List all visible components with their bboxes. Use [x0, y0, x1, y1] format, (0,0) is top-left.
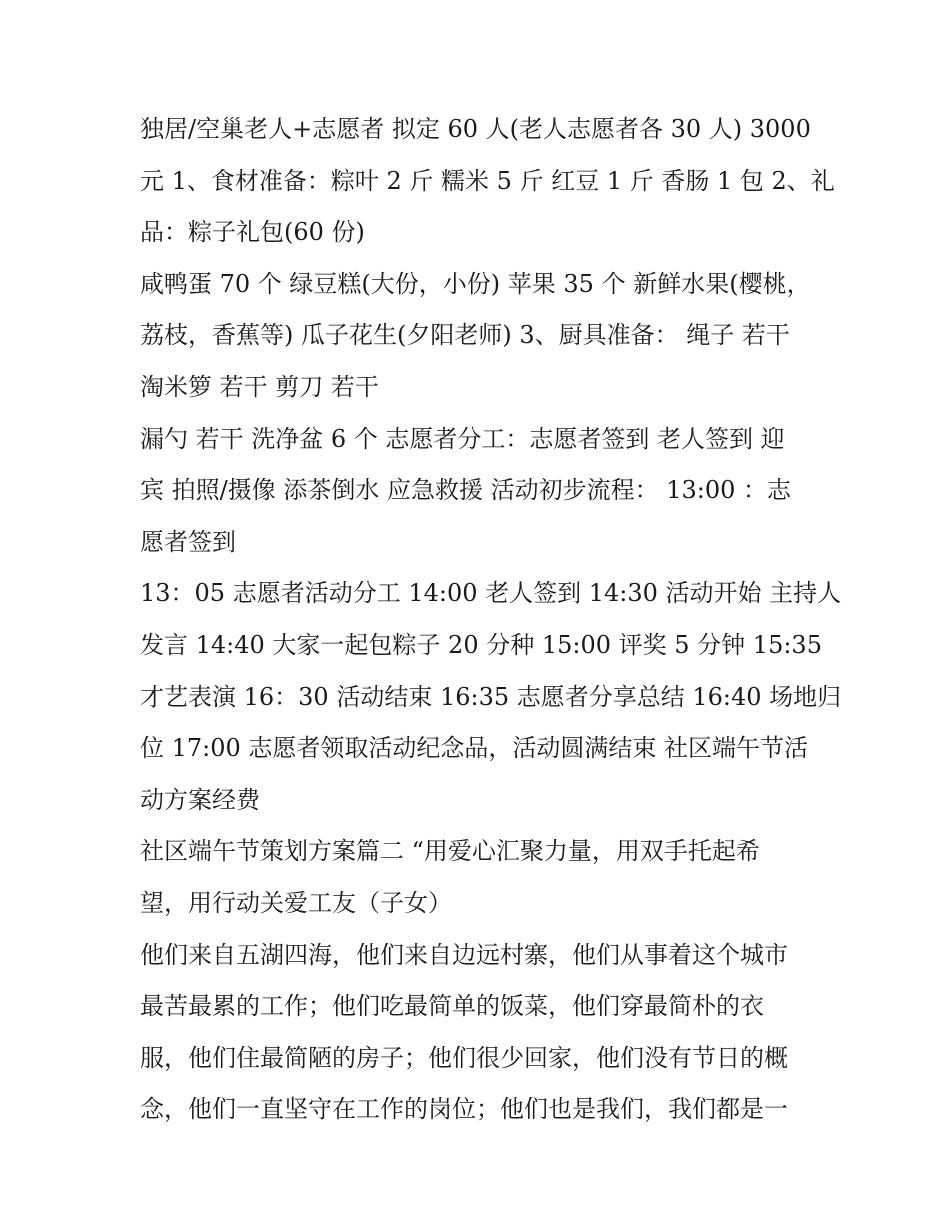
text-line: 动方案经费: [140, 785, 260, 814]
text-line: 宾 拍照/摄像 添茶倒水 应急救援 活动初步流程： 13:00 ：志: [140, 476, 792, 505]
text-line: 愿者签到: [140, 527, 236, 556]
text-line: 他们来自五湖四海，他们来自边远村寨，他们从事着这个城市: [140, 940, 788, 969]
text-line: 位 17:00 志愿者领取活动纪念品，活动圆满结束 社区端午节活: [140, 734, 809, 763]
text-line: 独居/空巢老人+志愿者 拟定 60 人(老人志愿者各 30 人) 3000: [140, 115, 811, 143]
text-line: 发言 14:40 大家一起包粽子 20 分种 15:00 评奖 5 分钟 15:35: [140, 630, 822, 659]
text-line: 才艺表演 16：30 活动结束 16:35 志愿者分享总结 16:40 场地归: [140, 682, 842, 711]
text-line: 服，他们住最简陋的房子；他们很少回家，他们没有节日的概: [140, 1043, 788, 1072]
text-line: 漏勺 若干 洗净盆 6 个 志愿者分工：志愿者签到 老人签到 迎: [140, 424, 785, 453]
text-line: 咸鸭蛋 70 个 绿豆糕(大份，小份) 苹果 35 个 新鲜水果(樱桃，: [140, 269, 811, 298]
text-line: 淘米箩 若干 剪刀 若干: [140, 372, 379, 401]
text-line: 品：粽子礼包(60 份): [140, 218, 365, 247]
text-line: 元 1、食材准备：粽叶 2 斤 糯米 5 斤 红豆 1 斤 香肠 1 包 2、礼: [140, 166, 835, 195]
text-line: 望，用行动关爱工友（子女）: [140, 888, 452, 917]
text-line: 13：05 志愿者活动分工 14:00 老人签到 14:30 活动开始 主持人: [140, 579, 842, 608]
document-body: [140, 104, 842, 1136]
text-line: 社区端午节策划方案篇二 “用爱心汇聚力量，用双手托起希: [140, 837, 760, 866]
text-line: 最苦最累的工作；他们吃最简单的饭菜，他们穿最简朴的衣: [140, 992, 764, 1021]
text-line: 荔枝，香蕉等) 瓜子花生(夕阳老师) 3、厨具准备： 绳子 若干: [140, 321, 790, 350]
text-line: 念，他们一直坚守在工作的岗位；他们也是我们，我们都是一: [140, 1095, 788, 1124]
